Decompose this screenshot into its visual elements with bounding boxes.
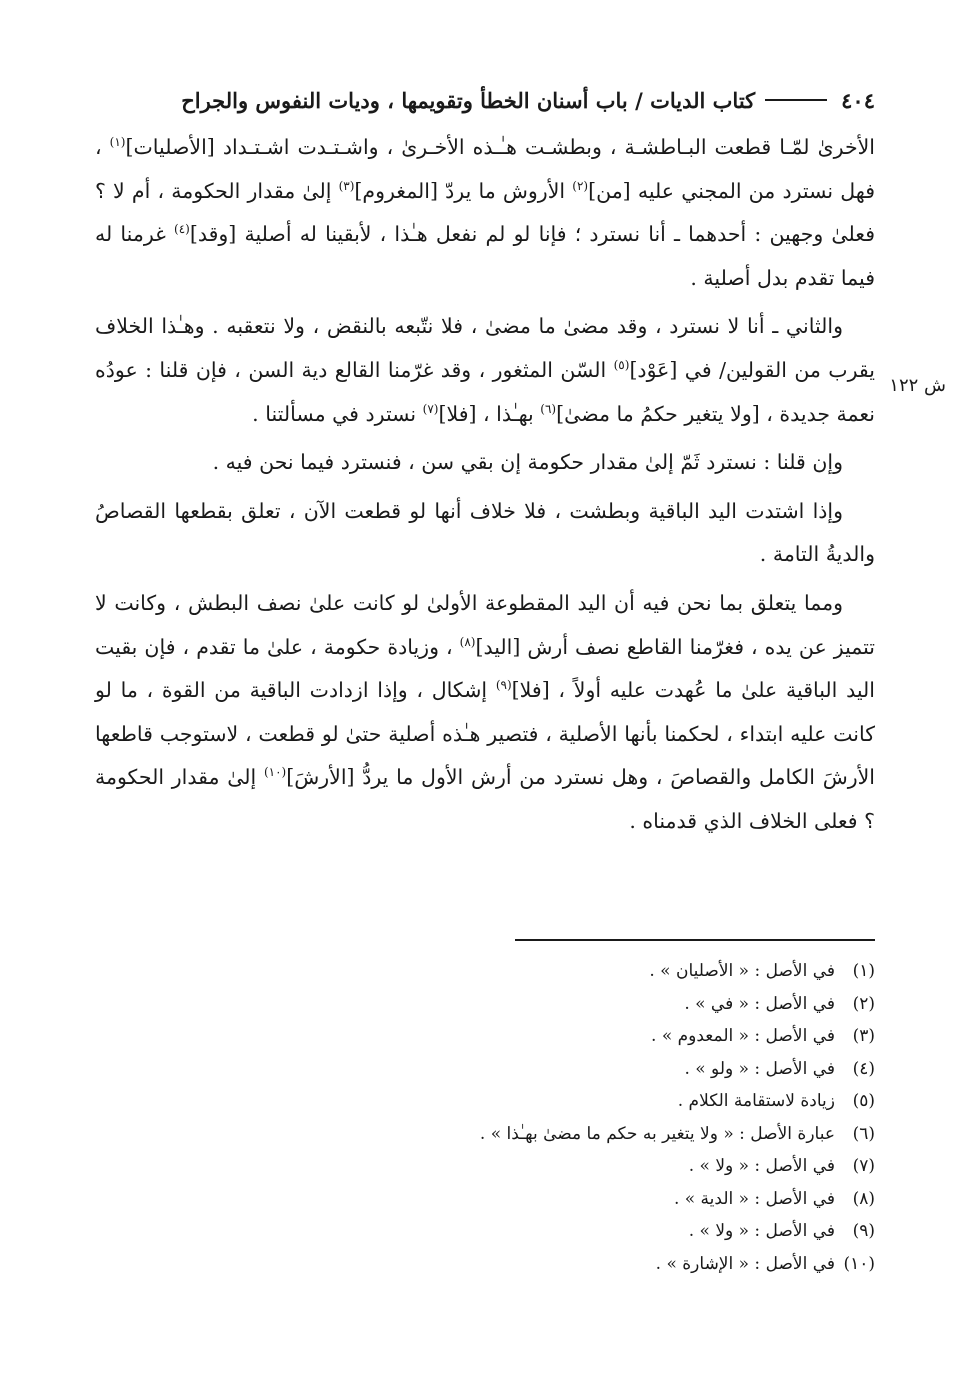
- footnote-number: (١): [852, 961, 875, 981]
- footnote-item: [300, 1085, 875, 1118]
- text-run: وإذا اشتدت اليد الباقية وبطشت ، فلا خلاف أنها لو قطعت الآن ، تعلق بقطعها القصاصُ والديةُ التامة .: [95, 498, 875, 567]
- paragraph: [95, 490, 875, 577]
- header-rule: [765, 99, 827, 101]
- footnote-text: عبارة الأصل : « ولا يتغير به حكم ما مضىٰ بهـٰذا » .: [479, 1123, 835, 1144]
- footnote-text: في الأصل : « ولو » .: [684, 1058, 835, 1079]
- text-run: إشكال ، وإذا ازدادت الباقية من القوة ، ما لو كانت عليه ابتداء ، لحكمنا بأنها الأصلية ، فتصير هـٰذه أصلية حتىٰ لو قطعت ، لاستوجب قاطعها الأرشَ الكامل والقصاصَ ، وهل نسترد من أرش الأول ما يردُّ [الأرشَ]: [95, 678, 876, 790]
- footnote-item: [300, 1053, 875, 1086]
- main-text: [95, 126, 875, 844]
- footnote-number: (٧): [852, 1156, 875, 1176]
- footnote-text: زيادة لاستقامة الكلام .: [677, 1091, 835, 1111]
- footnote-marker: (٣): [338, 178, 355, 193]
- footnote-marker: (١): [109, 135, 126, 150]
- footnote-number: (٢): [852, 993, 875, 1014]
- text-run: إلىٰ مقدار الحكومة ، أم لا ؟ فعلىٰ وجهين : أحدهما ـ أنا نسترد ؛ فإنا لو لم نفعل هـٰذا ، لأبقينا له أصلية [وقد]: [95, 178, 875, 247]
- footnote-item: [300, 1215, 875, 1248]
- text-run: إلىٰ مقدار الحكومة ؟ فعلى الخلاف الذي قدمناه .: [95, 765, 875, 833]
- paragraph: [95, 126, 875, 300]
- running-header: [95, 78, 875, 122]
- footnote-item: [300, 1183, 875, 1216]
- footnote-text: في الأصل : « ولا » .: [688, 1221, 835, 1241]
- footnote-item: [300, 1020, 875, 1053]
- paragraph: [95, 582, 875, 844]
- text-run: والثاني ـ أنا لا نسترد ، وقد مضىٰ ما مضىٰ ، فلا نتّبعه بالنقض ، ولا نتعقبه . وهـٰذا الخلاف يقرب من القولين/ في [عَوْد]: [95, 314, 875, 382]
- text-run: نسترد في مسألتنا .: [252, 401, 423, 426]
- footnote-separator: [515, 939, 875, 941]
- footnote-marker: (٢): [572, 178, 589, 193]
- footnote-marker: (٧): [422, 401, 439, 416]
- footnote-marker: (٤): [174, 222, 190, 237]
- footnote-item: [300, 1118, 875, 1151]
- footnote-number: (١٠): [843, 1253, 875, 1274]
- footnotes: [300, 955, 875, 1280]
- footnote-text: في الأصل : « الدية » .: [673, 1188, 835, 1209]
- footnote-marker: (٨): [459, 634, 476, 649]
- footnote-text: في الأصل : « الإشارة » .: [655, 1253, 835, 1274]
- footnote-text: في الأصل : « ولا » .: [688, 1156, 835, 1176]
- footnote-text: في الأصل : « المعدوم » .: [651, 1026, 835, 1046]
- footnote-text: في الأصل : « الأصليان » .: [649, 961, 835, 981]
- text-run: ومما يتعلق بما نحن فيه أن اليد المقطوعة الأولىٰ لو كانت علىٰ نصف البطش ، وكانت لا تتميز عن يده ، فغرّمنا القاطع نصف أرش [اليد]: [95, 590, 876, 659]
- footnote-marker: (٩): [495, 678, 512, 693]
- text-run: غرمنا له فيما تقدم بدل أصلية .: [95, 222, 875, 290]
- footnote-number: (٤): [852, 1058, 875, 1079]
- footnote-number: (٦): [852, 1123, 875, 1144]
- footnote-marker: (٥): [613, 358, 630, 373]
- footnote-item: [300, 988, 875, 1021]
- text-run: السّن المثغور ، وقد غرّمنا القالع دية السن ، فإن قلنا : عودُه نعمة جديدة ، [ولا يتغير حكمُ ما مضىٰ]: [95, 357, 875, 426]
- footnote-number: (٨): [852, 1188, 875, 1209]
- text-run: الأخرىٰ لمّـا قطعت البـاطشـة ، وبطشـت هـٰـذه الأخـرىٰ ، واشـتـدت اشـتـداد [الأصليات]: [125, 135, 876, 159]
- footnote-number: (٥): [852, 1091, 875, 1111]
- footnote-item: [300, 1150, 875, 1183]
- text-run: بهـٰذا ، [فلا]: [438, 401, 541, 426]
- margin-manuscript-folio: ش ١٢٢: [889, 375, 946, 396]
- footnote-marker: (٦): [540, 401, 557, 416]
- footnote-item: [300, 955, 875, 988]
- text-run: ، فهل نسترد من المجني عليه [من]: [95, 135, 876, 203]
- header-title: كتاب الديات / باب أسنان الخطأ وتقويمها ، وديات النفوس والجراح: [181, 87, 756, 113]
- footnote-number: (٣): [852, 1026, 875, 1046]
- page-number: ٤٠٤: [841, 87, 875, 113]
- paragraph: [95, 305, 875, 436]
- paragraph: [95, 441, 875, 485]
- text-run: الأروش ما يردّ [المغروم]: [354, 178, 573, 203]
- footnote-item: [300, 1248, 875, 1281]
- footnote-marker: (١٠): [263, 765, 287, 780]
- text-run: وإن قلنا : نسترد ثَمّ إلىٰ مقدار حكومة إن بقي سن ، فنسترد فيما نحن فيه .: [212, 450, 843, 475]
- footnote-text: في الأصل : « في » .: [684, 993, 835, 1014]
- footnote-number: (٩): [852, 1221, 875, 1241]
- text-run: ، وزيادة حكومة ، علىٰ ما تقدم ، فإن بقيت اليد الباقية علىٰ ما عُهدت عليه أولاً ، [فلا]: [95, 634, 875, 703]
